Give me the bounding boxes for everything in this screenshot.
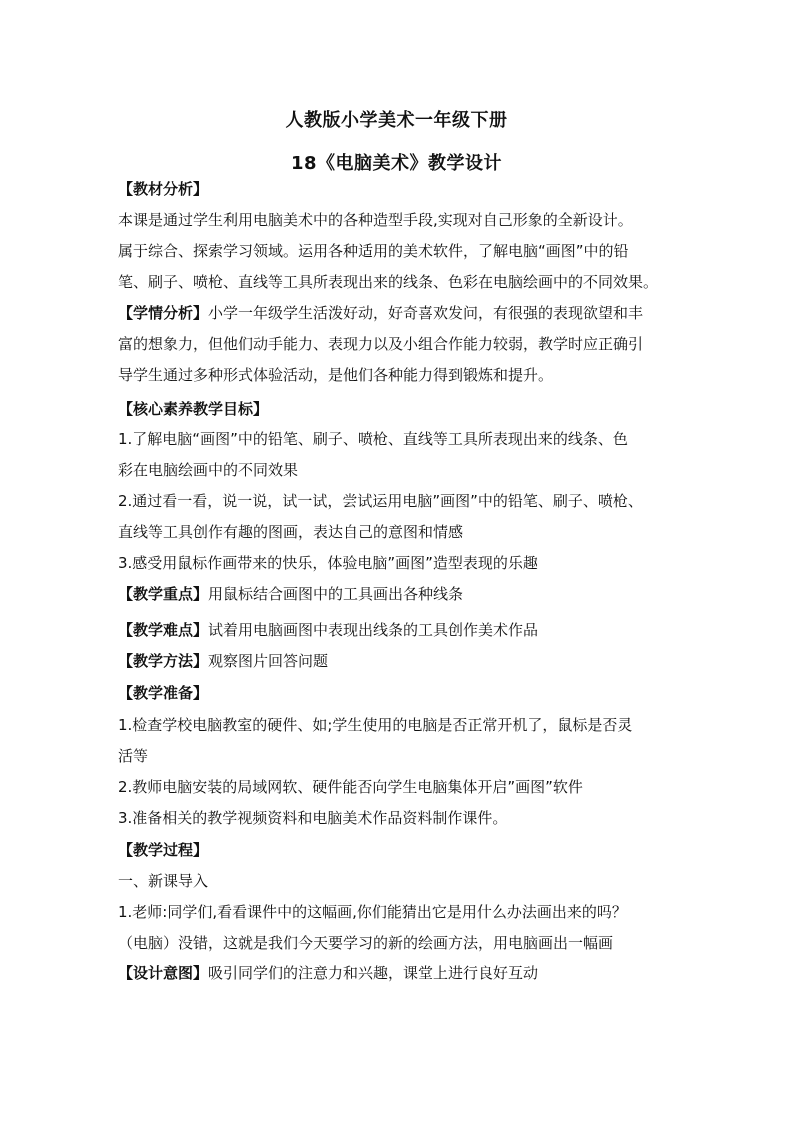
paragraph-line: 活等 <box>118 747 149 765</box>
paragraph-line: 2.通过看一看，说一说，试一试，尝试运用电脑”画图”中的铅笔、刷子、喷枪、 <box>118 492 643 510</box>
paragraph-line: 3.感受用鼠标作画带来的快乐，体验电脑”画图”造型表现的乐趣 <box>118 554 538 572</box>
section-heading-design-intent: 【设计意图】 <box>118 964 209 982</box>
paragraph-line: 本课是通过学生利用电脑美术中的各种造型手段,实现对自己形象的全新设计。 <box>118 211 633 229</box>
section-heading-key-points: 【教学重点】 <box>118 585 209 603</box>
paragraph-line: 吸引同学们的注意力和兴趣，课堂上进行良好互动 <box>208 964 539 982</box>
section-heading-core-objectives: 【核心素养教学目标】 <box>118 400 269 418</box>
paragraph-line: 观察图片回答问题 <box>208 652 329 670</box>
section-difficulties <box>118 619 688 641</box>
paragraph-line: 2.教师电脑安装的局域网软、硬件能否向学生电脑集体开启”画图”软件 <box>118 778 583 796</box>
paragraph-line: 3.准备相关的教学视频资料和电脑美术作品资料制作课件。 <box>118 809 508 827</box>
section-heading-student-analysis: 【学情分析】 <box>118 304 209 322</box>
paragraph-line: 1.检查学校电脑教室的硬件、如;学生使用的电脑是否正常开机了，鼠标是否灵 <box>118 716 633 734</box>
paragraph-line: 直线等工具创作有趣的图画，表达自己的意图和情感 <box>118 523 464 541</box>
paragraph-line: 试着用电脑画图中表现出线条的工具创作美术作品 <box>208 621 539 639</box>
paragraph-line: 导学生通过多种形式体验活动，是他们各种能力得到锻炼和提升。 <box>118 366 554 384</box>
paragraph-line: （电脑）没错，这就是我们今天要学习的新的绘画方法，用电脑画出一幅画 <box>118 934 614 952</box>
paragraph-line: 1.了解电脑“画图”中的铅笔、刷子、喷枪、直线等工具所表现出来的线条、色 <box>118 430 628 448</box>
section-student-analysis <box>118 302 688 324</box>
paragraph-line: 笔、刷子、喷枪、直线等工具所表现出来的线条、色彩在电脑绘画中的不同效果。 <box>118 273 659 291</box>
section-design-intent <box>118 962 688 984</box>
section-heading-textbook-analysis: 【教材分析】 <box>118 180 209 198</box>
paragraph-line: 彩在电脑绘画中的不同效果 <box>118 461 299 479</box>
section-methods <box>118 650 688 672</box>
section-heading-preparation: 【教学准备】 <box>118 684 209 702</box>
paragraph-line: 1.老师:同学们,看看课件中的这幅画,你们能猜出它是用什么办法画出来的吗？ <box>118 903 627 921</box>
section-heading-process: 【教学过程】 <box>118 841 209 859</box>
paragraph-line: 一、新课导入 <box>118 872 209 890</box>
paragraph-line: 属于综合、探索学习领域。运用各种适用的美术软件，了解电脑“画图”中的铅 <box>118 242 629 260</box>
document-subtitle: 18《电脑美术》教学设计 <box>290 153 503 174</box>
section-heading-methods: 【教学方法】 <box>118 652 209 670</box>
paragraph-line: 用鼠标结合画图中的工具画出各种线条 <box>208 585 464 603</box>
paragraph-line: 小学一年级学生活泼好动，好奇喜欢发问，有很强的表现欲望和丰 <box>208 304 644 322</box>
section-key-points <box>118 583 688 605</box>
document-title: 人教版小学美术一年级下册 <box>285 110 508 131</box>
section-heading-difficulties: 【教学难点】 <box>118 621 209 639</box>
paragraph-line: 富的想象力，但他们动手能力、表现力以及小组合作能力较弱，教学时应正确引 <box>118 335 644 353</box>
